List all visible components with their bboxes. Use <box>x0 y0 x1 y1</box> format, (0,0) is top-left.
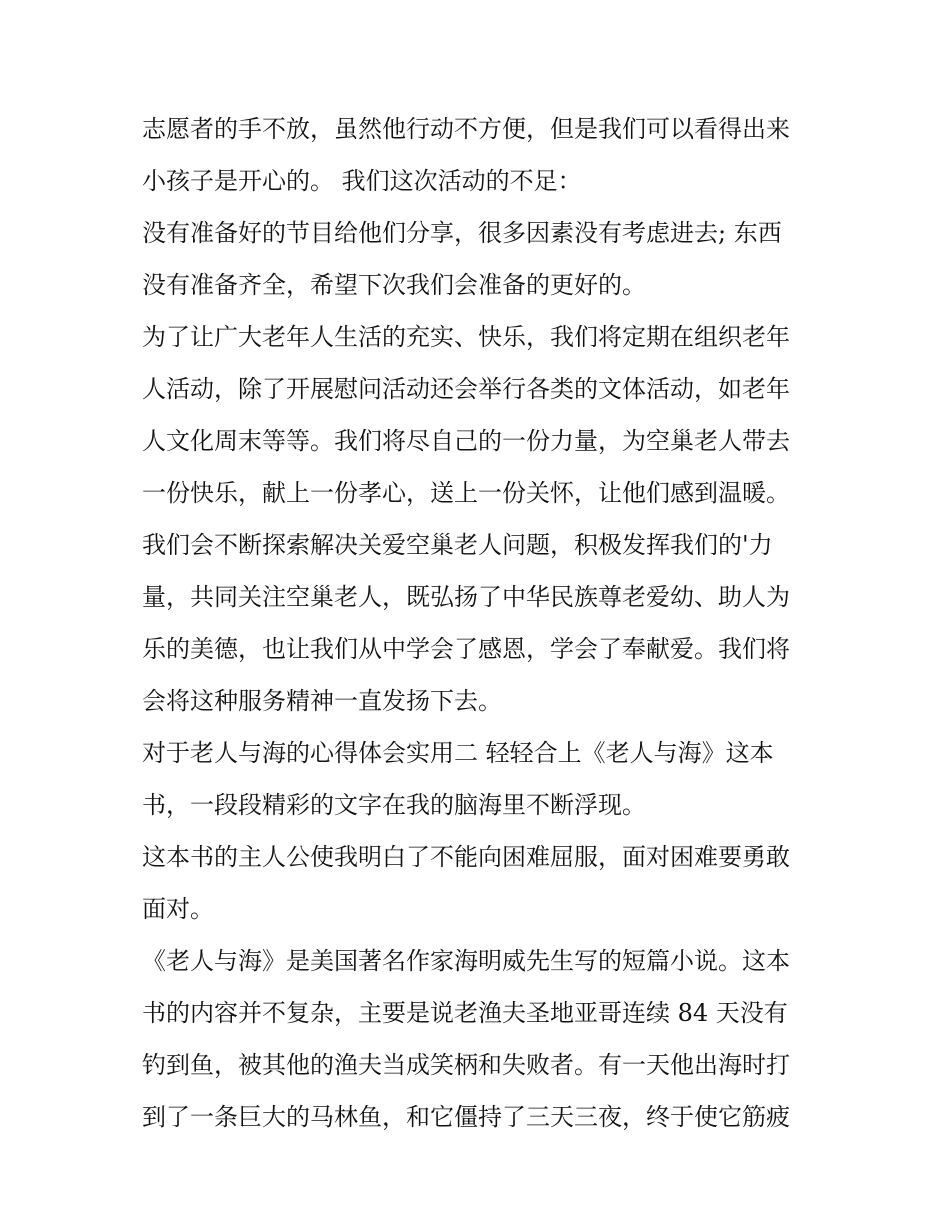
text-line: 会将这种服务精神一直发扬下去。 <box>142 687 502 715</box>
text-line: 对于老人与海的心得体会实用二 轻轻合上《老人与海》这本 <box>142 739 774 767</box>
text-line: 小孩子是开心的。 我们这次活动的不足： <box>142 167 582 195</box>
text-line: 一份快乐，献上一份孝心，送上一份关怀，让他们感到温暖。 <box>142 479 790 507</box>
text-line: 钓到鱼，被其他的渔夫当成笑柄和失败者。有一天他出海时打 <box>142 1051 790 1079</box>
text-line: 面对。 <box>142 895 214 923</box>
text-line: 这本书的主人公使我明白了不能向困难屈服，面对困难要勇敢 <box>142 843 790 871</box>
text-line: 我们会不断探索解决关爱空巢老人问题，积极发挥我们的'力 <box>142 531 773 559</box>
text-line: 书的内容并不复杂，主要是说老渔夫圣地亚哥连续 84 天没有 <box>142 999 788 1027</box>
text-line: 《老人与海》是美国著名作家海明威先生写的短篇小说。这本 <box>142 947 790 975</box>
body-text <box>142 103 822 1143</box>
text-line: 乐的美德，也让我们从中学会了感恩，学会了奉献爱。我们将 <box>142 635 790 663</box>
text-line: 志愿者的手不放，虽然他行动不方便，但是我们可以看得出来 <box>142 115 790 143</box>
text-line: 人文化周末等等。我们将尽自己的一份力量，为空巢老人带去 <box>142 427 790 455</box>
text-line: 人活动，除了开展慰问活动还会举行各类的文体活动，如老年 <box>142 375 790 403</box>
text-line: 量，共同关注空巢老人，既弘扬了中华民族尊老爱幼、助人为 <box>142 583 790 611</box>
text-line: 书，一段段精彩的文字在我的脑海里不断浮现。 <box>142 791 646 819</box>
text-line: 没有准备齐全，希望下次我们会准备的更好的。 <box>142 271 646 299</box>
text-line: 到了一条巨大的马林鱼，和它僵持了三天三夜，终于使它筋疲 <box>142 1103 790 1131</box>
text-line: 没有准备好的节目给他们分享，很多因素没有考虑进去; 东西 <box>142 219 782 247</box>
text-line: 为了让广大老年人生活的充实、快乐，我们将定期在组织老年 <box>142 323 790 351</box>
